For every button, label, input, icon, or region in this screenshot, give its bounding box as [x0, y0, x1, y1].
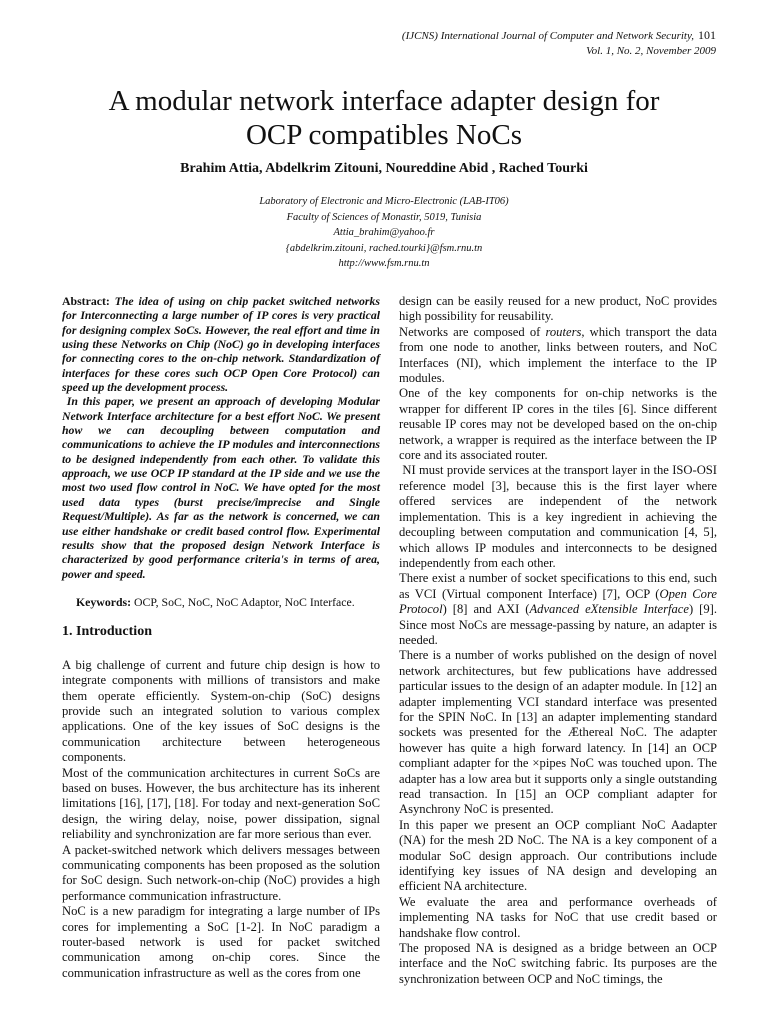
intro-paragraph: A packet-switched network which delivers messages between communicating components has been proposed as the solution for SoC design. Such network-on-chip (NoC) provides a high performance communication infrastructure. — [62, 842, 380, 903]
journal-header — [402, 28, 716, 59]
affiliation-faculty: Faculty of Sciences of Monastir, 5019, Tunisia — [286, 211, 482, 223]
page-number: 101 — [698, 28, 716, 42]
keywords — [62, 595, 380, 610]
keywords-text: OCP, SoC, NoC, NoC Adaptor, NoC Interface. — [134, 594, 355, 609]
body-paragraph: The proposed NA is designed as a bridge between an OCP interface and the NoC switching fabric. Its purposes are the synchronization between OCP and NoC timings, the — [399, 941, 717, 986]
intro-paragraph: Most of the communication architectures in current SoCs are based on buses. However, the bus architecture has its inherent limitations [16], [17], [18]. For today and next-generation SoC design, the wiring delay, noise, power dissipation, signal reliability and synchronization are far more serious than ever. — [62, 765, 380, 842]
italic-term: Open Core Protocol — [399, 586, 717, 617]
abstract-text-1: The idea of using on chip packet switched networks for Interconnecting a large number of IP cores is very practical for designing complex SoCs. However, the real effort and time in using these Networks on Chip (NoC) go in developing interfaces for connecting cores to the on-chip network. Standardization of interfaces for these cores such OCP Open Core Protocol) can speed up the development process. — [62, 294, 380, 395]
body-paragraph — [399, 571, 717, 648]
affiliation-emails: {abdelkrim.zitouni, rached.tourki}@fsm.rnu.tn — [285, 242, 483, 254]
journal-name: (IJCNS) International Journal of Computer and Network Security, — [401, 30, 694, 42]
title-line-1: A modular network interface adapter design for — [108, 85, 660, 117]
affiliation-lab: Laboratory of Electronic and Micro-Electronic (LAB-IT06) — [259, 196, 509, 207]
text-run: There exist a number of socket specifications to this end, such as VCI (Virtual component Interface) [7], OCP ( — [399, 571, 717, 601]
text-run: ) [9]. Since most NoCs are message-passing by nature, an adapter is needed. — [399, 602, 717, 647]
text-run: NI must provide services at the transport layer in the ISO-OSI reference model [3], because this is the first layer where offered services are independent of the network implementation. This is a key ingredient in achieving the decoupling between computation and communication [4, 5], which allows IP modules and interconnects to be designed independently from each other. — [399, 463, 718, 570]
intro-paragraph: A big challenge of current and future chip design is how to integrate components with millions of transistors and make them operate efficiently. System-on-chip (SoC) designs provide such an integrated solution to various complex applications. One of the key issues of SoC designs is the communication architecture between heterogeneous components. — [62, 657, 380, 765]
body-paragraph: We evaluate the area and performance overheads of implementing NA tasks for NoC that use credit based or handshake flow control. — [399, 894, 717, 940]
journal-volume: Vol. 1, No. 2, November 2009 — [586, 45, 716, 57]
text-run: , which transport the data from one node to another, links between routers, and NoC Interfaces (NI), which implement the interface to the IP modules. — [399, 324, 717, 386]
italic-term: routers — [545, 324, 582, 339]
abstract-text-2: In this paper, we present an approach of developing Modular Network Interface architecture for a best effort NoC. We present how we can decoupling between computation and communications to achieve the IP modules and interconnections to be designed independently from each other. To validate this approach, we use OCP IP standard at the IP side and we use the most two used flow control in NoC. We have opted for the most used data types (burst precise/imprecise and Single Request/Multiple). As far as the network is concerned, we can use either handshake or credit based control flow. Experimental results show that the proposed design Network Interface is characterized by good performance criteria's in terms of area, power and speed. — [62, 394, 380, 581]
affiliation-url: http://www.fsm.rnu.tn — [338, 258, 430, 269]
title-line-2: OCP compatibles NoCs — [245, 119, 523, 151]
keywords-label: Keywords: — [76, 594, 132, 609]
body-paragraph — [399, 463, 717, 571]
text-run: ) [8] and AXI ( — [442, 602, 530, 617]
section-heading-introduction: 1. Introduction — [62, 624, 152, 640]
intro-paragraph: NoC is a new paradigm for integrating a large number of IPs cores for implementing a SoC [1-2]. In NoC paradigm a router-based network is used for packet switched communication among on-chip cores. Since the communication infrastructure as well as the cores from one — [62, 904, 380, 980]
body-paragraph — [399, 325, 717, 387]
abstract-paragraph-1 — [62, 294, 380, 394]
text-run: Networks are composed of — [399, 324, 546, 339]
affiliation-block — [40, 194, 728, 272]
abstract-label: Abstract: — [62, 294, 110, 308]
abstract-paragraph-2 — [62, 394, 380, 580]
right-column — [399, 294, 717, 987]
affiliation-email: Attia_brahim@yahoo.fr — [333, 227, 435, 238]
italic-term: Advanced eXtensible Interface — [529, 602, 689, 617]
body-paragraph: There is a number of works published on the design of novel network architectures, but few publications have addressed particular issues to the design of an adapter module. In [12] an adapter implementing VCI standard interface was presented for the SPIN NoC. In [13] an adapter implementing standard sockets was presented for the Æthereal NoC. The adapter however has quite a high forward latency. In [14] an OCP compliant adapter for the ×pipes NoC was touched upon. The adapter has a low area but it supports only a single outstanding read transaction. In [15] an OCP compliant adapter for Asynchrony NoC is presented. — [399, 648, 717, 817]
left-column — [62, 294, 380, 981]
body-paragraph: One of the key components for on-chip networks is the wrapper for different IP cores in the tiles [6]. Since different reusable IP cores may not be developed based on the on-chip network, a wrapper is required as the interface between the IP core and its associated router. — [399, 386, 717, 463]
paper-title — [40, 84, 728, 152]
body-paragraph: design can be easily reused for a new product, NoC provides high possibility for reusability. — [399, 294, 717, 324]
body-paragraph: In this paper we present an OCP compliant NoC Aadapter (NA) for the mesh 2D NoC. The NA is a key component of a modular SoC design approach. Our contributions include identifying key issues of NA design and developing an efficient NA architecture. — [399, 817, 717, 894]
authors: Brahim Attia, Abdelkrim Zitouni, Noureddine Abid , Rached Tourki — [180, 161, 588, 176]
